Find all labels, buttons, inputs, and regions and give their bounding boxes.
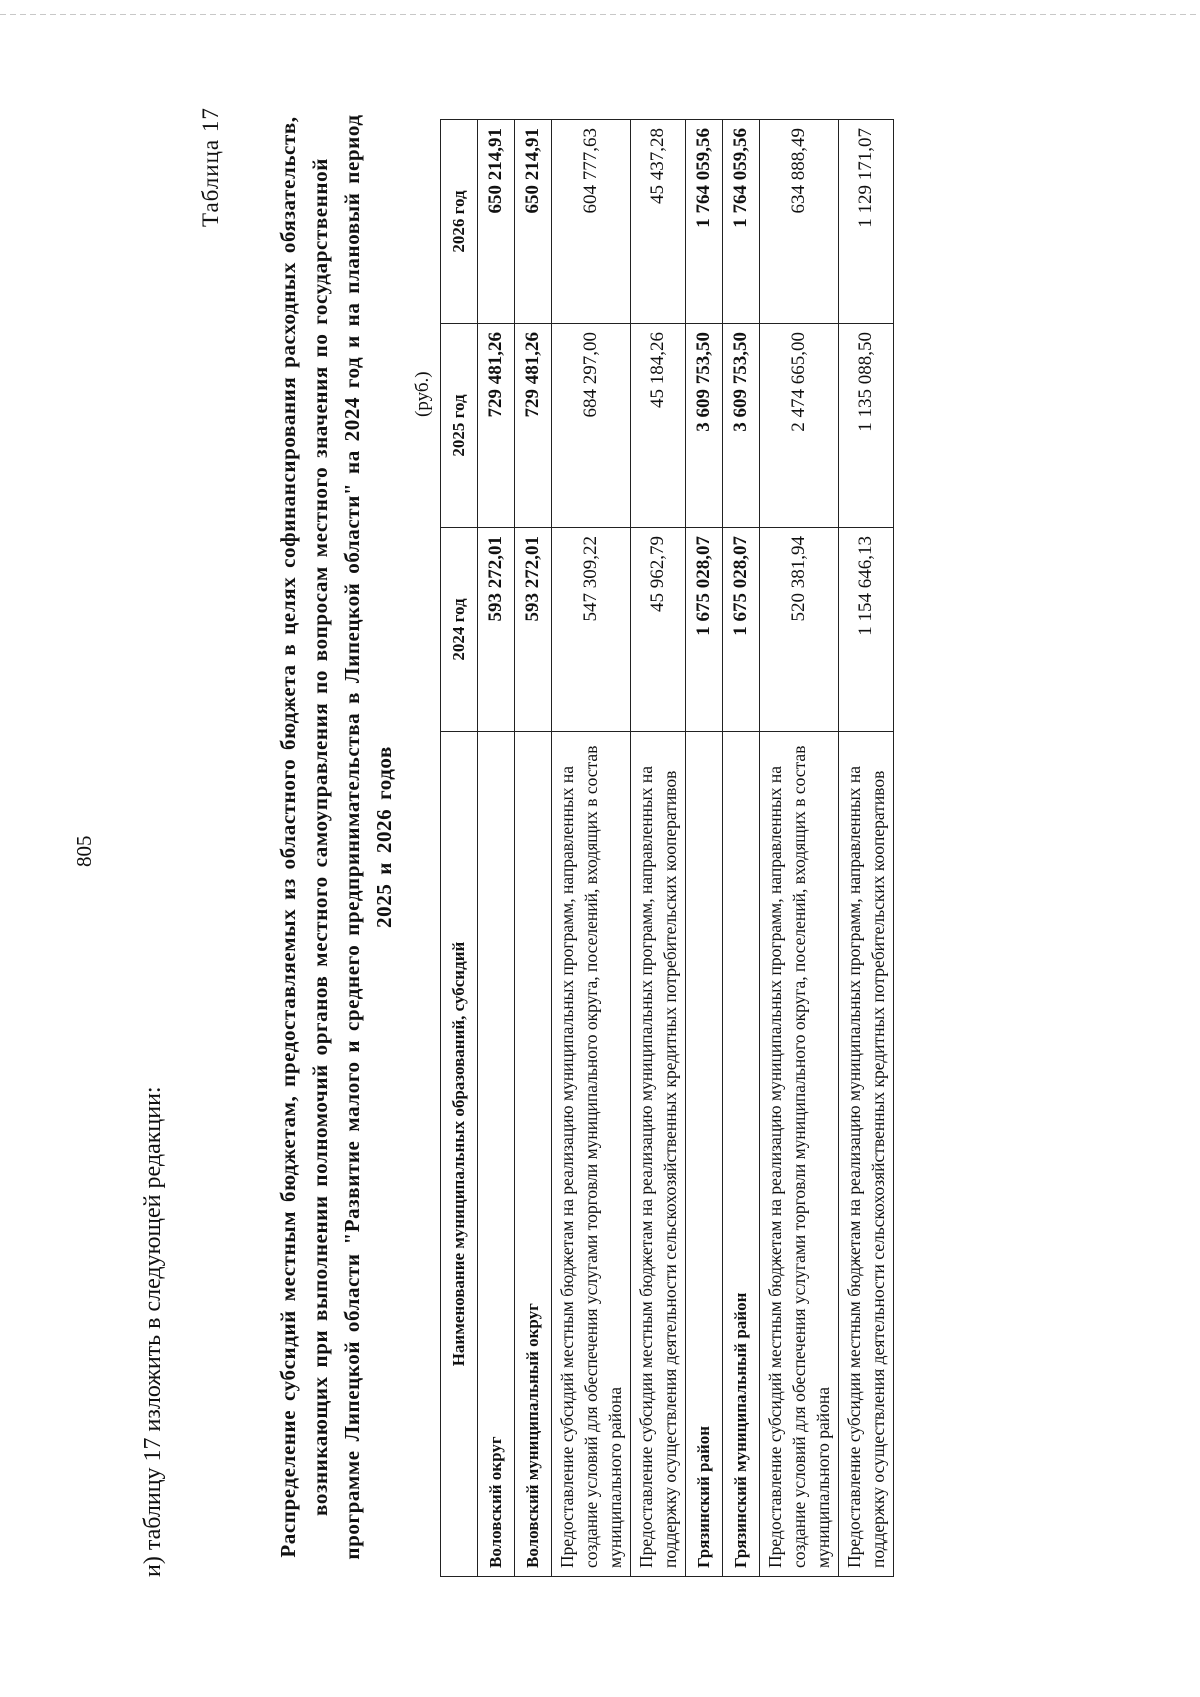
table-row bbox=[478, 120, 515, 1577]
table-row bbox=[723, 120, 760, 1577]
table-row bbox=[631, 120, 686, 1577]
value-2026: 1 764 059,56 bbox=[723, 120, 760, 324]
value-2025: 729 481,26 bbox=[478, 324, 515, 528]
table-header-row bbox=[441, 120, 478, 1577]
header-2024: 2024 год bbox=[441, 528, 478, 732]
units-label: (руб.) bbox=[412, 371, 433, 417]
table-label: Таблица 17 bbox=[198, 107, 223, 227]
header-name: Наименование муниципальных образований, субсидий bbox=[441, 732, 478, 1577]
value-2026: 604 777,63 bbox=[552, 120, 631, 324]
table-row bbox=[686, 120, 723, 1577]
row-name: Грязинский район bbox=[686, 732, 723, 1577]
value-2024: 547 309,22 bbox=[552, 528, 631, 732]
value-2025: 1 135 088,50 bbox=[839, 324, 894, 528]
value-2024: 45 962,79 bbox=[631, 528, 686, 732]
value-2025: 684 297,00 bbox=[552, 324, 631, 528]
subsidy-table bbox=[440, 119, 894, 1577]
value-2024: 1 154 646,13 bbox=[839, 528, 894, 732]
document-title: Распределение субсидий местным бюджетам, предоставляемых из областного бюджета в целях софинансирования расходных обязательств, возникающих при выполнении полномочий органов местного самоуправления по вопросам местного значения по государственной программе Липецкой области "Развитие малого и среднего предпринимательства в Липецкой области" на 2024 год и на плановый период 2025 и 2026 годов bbox=[276, 114, 396, 1560]
value-2024: 1 675 028,07 bbox=[723, 528, 760, 732]
row-name: Предоставление субсидии местным бюджетам на реализацию муниципальных программ, направленных на поддержку осуществления деятельности сельскохозяйственных кредитных потребительских кооперативов bbox=[631, 732, 686, 1577]
table-row bbox=[839, 120, 894, 1577]
value-2024: 593 272,01 bbox=[515, 528, 552, 732]
row-name: Воловский округ bbox=[478, 732, 515, 1577]
table-row bbox=[552, 120, 631, 1577]
value-2025: 3 609 753,50 bbox=[686, 324, 723, 528]
page-number: 805 bbox=[72, 835, 96, 867]
table-body bbox=[478, 120, 894, 1577]
intro-text: и) таблицу 17 изложить в следующей редакции: bbox=[140, 1086, 166, 1577]
table-row bbox=[760, 120, 839, 1577]
header-2026: 2026 год bbox=[441, 120, 478, 324]
row-name: Предоставление субсидий местным бюджетам на реализацию муниципальных программ, направленных на создание условий для обеспечения услугами торговли муниципального округа, поселений, входящих в состав муниципального района bbox=[552, 732, 631, 1577]
value-2025: 3 609 753,50 bbox=[723, 324, 760, 528]
value-2026: 1 764 059,56 bbox=[686, 120, 723, 324]
value-2026: 650 214,91 bbox=[515, 120, 552, 324]
row-name: Грязинский муниципальный район bbox=[723, 732, 760, 1577]
row-name: Воловский муниципальный округ bbox=[515, 732, 552, 1577]
table-row bbox=[515, 120, 552, 1577]
value-2025: 45 184,26 bbox=[631, 324, 686, 528]
value-2026: 45 437,28 bbox=[631, 120, 686, 324]
header-2025: 2025 год bbox=[441, 324, 478, 528]
value-2026: 634 888,49 bbox=[760, 120, 839, 324]
value-2024: 593 272,01 bbox=[478, 528, 515, 732]
row-name: Предоставление субсидий местным бюджетам на реализацию муниципальных программ, направленных на создание условий для обеспечения услугами торговли муниципального округа, поселений, входящих в состав муниципального района bbox=[760, 732, 839, 1577]
value-2025: 2 474 665,00 bbox=[760, 324, 839, 528]
value-2024: 520 381,94 bbox=[760, 528, 839, 732]
value-2026: 650 214,91 bbox=[478, 120, 515, 324]
value-2026: 1 129 171,07 bbox=[839, 120, 894, 324]
row-name: Предоставление субсидии местным бюджетам на реализацию муниципальных программ, направленных на поддержку осуществления деятельности сельскохозяйственных кредитных потребительских кооперативов bbox=[839, 732, 894, 1577]
value-2025: 729 481,26 bbox=[515, 324, 552, 528]
value-2024: 1 675 028,07 bbox=[686, 528, 723, 732]
